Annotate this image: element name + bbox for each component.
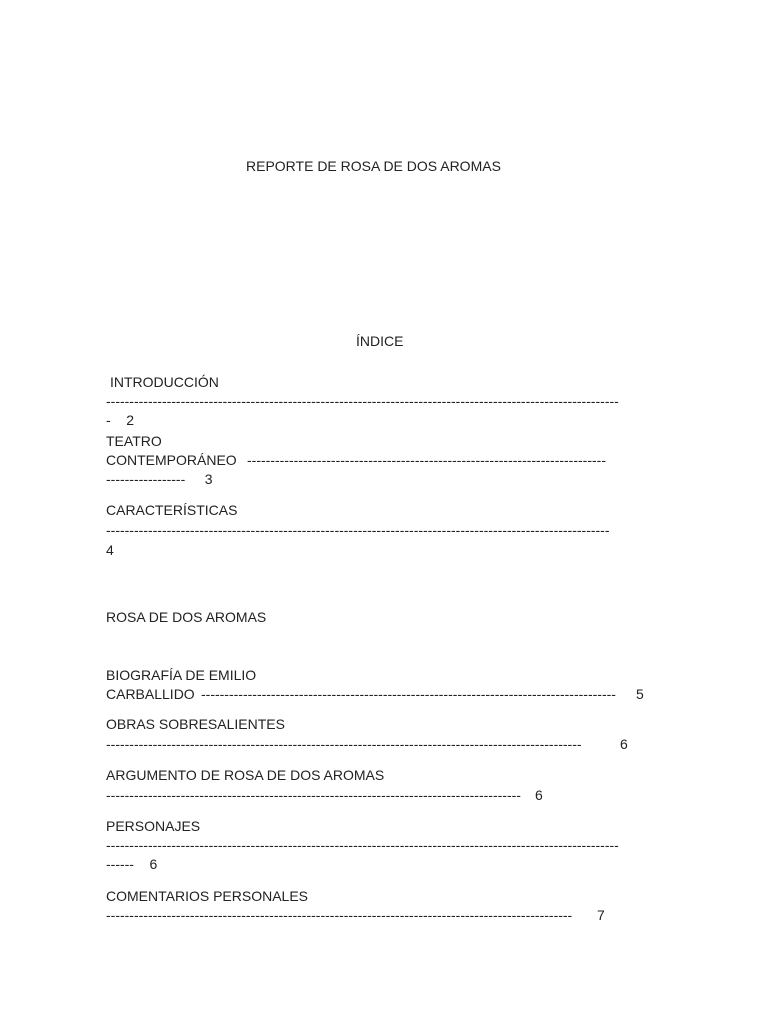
toc-entry-personajes-page: ------ 6 xyxy=(106,856,158,872)
toc-entry-personajes-label: PERSONAJES xyxy=(106,818,201,834)
toc-entry-biografia-page: 5 xyxy=(636,686,644,702)
toc-entry-comentarios-label: COMENTARIOS PERSONALES xyxy=(106,888,309,904)
toc-entry-teatro-label-line1: TEATRO xyxy=(106,433,162,449)
toc-entry-introduccion-leader: -------------------------------------------------------------------------------------------------------------- xyxy=(106,393,619,409)
toc-entry-biografia-label-line2: CARBALLIDO xyxy=(106,686,195,702)
toc-entry-personajes-leader: -------------------------------------------------------------------------------------------------------------- xyxy=(106,837,619,853)
toc-entry-caracteristicas-page: 4 xyxy=(106,542,114,558)
toc-entry-rosa-label: ROSA DE DOS AROMAS xyxy=(106,609,267,625)
toc-entry-comentarios-page: 7 xyxy=(597,907,605,923)
toc-entry-teatro-leader: ----------------------------------------------------------------------------- xyxy=(247,452,606,468)
document-title: REPORTE DE ROSA DE DOS AROMAS xyxy=(246,158,501,174)
toc-entry-caracteristicas-label: CARACTERÍSTICAS xyxy=(106,502,238,518)
toc-entry-argumento-label: ARGUMENTO DE ROSA DE DOS AROMAS xyxy=(106,767,385,783)
toc-entry-argumento-leader: ----------------------------------------------------------------------------------------- xyxy=(106,787,521,803)
toc-entry-introduccion-label: INTRODUCCIÓN xyxy=(110,374,219,390)
toc-entry-obras-page: 6 xyxy=(620,736,628,752)
toc-entry-biografia-label-line1: BIOGRAFÍA DE EMILIO xyxy=(106,667,257,683)
toc-entry-teatro-label-line2: CONTEMPORÁNEO xyxy=(106,452,237,468)
toc-entry-obras-label: OBRAS SOBRESALIENTES xyxy=(106,716,285,732)
toc-entry-biografia-leader: ----------------------------------------------------------------------------------------- xyxy=(201,686,616,702)
toc-entry-teatro-page: ----------------- 3 xyxy=(106,471,213,487)
toc-entry-argumento-page: 6 xyxy=(535,787,543,803)
toc-entry-introduccion-page: - 2 xyxy=(106,412,135,428)
toc-entry-comentarios-leader: ---------------------------------------------------------------------------------------------------- xyxy=(106,907,573,923)
toc-entry-obras-leader: ------------------------------------------------------------------------------------------------------ xyxy=(106,736,582,752)
toc-entry-caracteristicas-leader: ------------------------------------------------------------------------------------------------------------ xyxy=(106,522,610,538)
index-heading: ÍNDICE xyxy=(356,333,404,349)
